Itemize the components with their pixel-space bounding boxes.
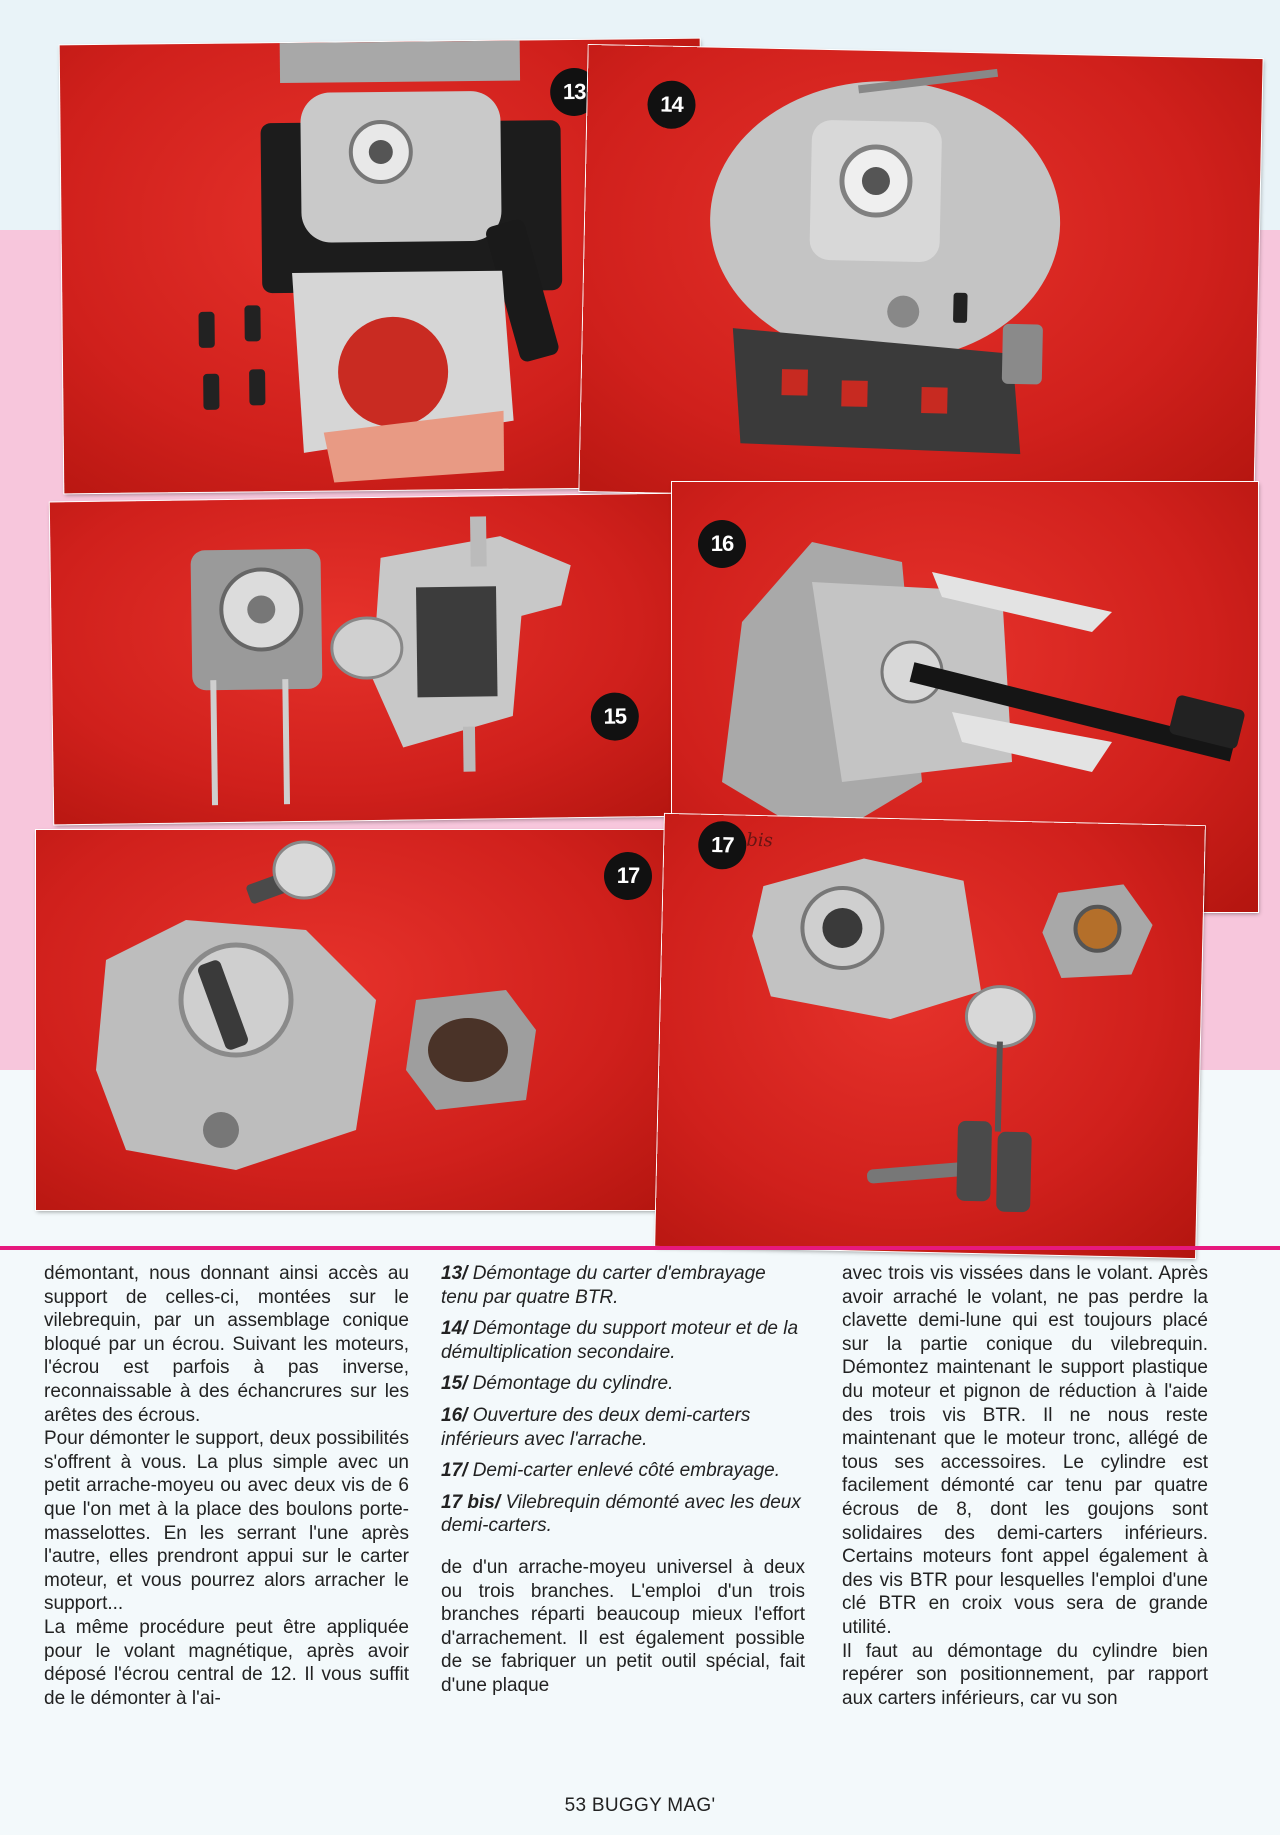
text-column-2 — [441, 1262, 805, 1698]
caption-number: 15/ — [441, 1373, 468, 1395]
photo-14 — [579, 45, 1262, 505]
photo-caption-17 — [441, 1459, 805, 1483]
photo-caption-14 — [441, 1317, 805, 1364]
photo-caption-17-bis — [441, 1491, 805, 1538]
photo-caption-13 — [441, 1262, 805, 1309]
photo-17 — [36, 830, 676, 1210]
crankshaft-illustration — [655, 814, 1205, 1258]
photo-caption-16 — [441, 1404, 805, 1451]
section-divider-rule — [0, 1246, 1280, 1250]
photo-bis-scrawl: bis — [746, 829, 774, 852]
caption-number: 14/ — [441, 1318, 468, 1340]
photo-number-badge: 13 — [550, 68, 599, 117]
caption-number: 17 bis/ — [441, 1491, 501, 1513]
text-column-3 — [842, 1262, 1208, 1710]
paragraph: avec trois vis vissées dans le volant. Après avoir arraché le volant, ne pas perdre la clavette demi-lune qui est toujours placé sur la partie conique du vilebrequin. Démontez maintenant le support plastique du moteur et pignon de réduction à l'aide des trois vis BTR. Il ne nous reste maintenant que le moteur tronc, allégé de tous ses accessoires. Le cylindre est facilement démonté car tenu par quatre écrous de 8, dont les goujons sont solidaires des demi-carters inférieurs. Certains moteurs font appel également à des vis BTR pour lesquelles l'emploi d'une clé BTR en croix vous sera de grande utilité. — [842, 1263, 1208, 1638]
paragraph: La même procédure peut être appliquée pour le volant magnétique, après avoir déposé l'écrou central de 12. Il vous suffit de le démonter à l'ai- — [44, 1616, 409, 1709]
crankcase-half-illustration — [36, 830, 676, 1210]
caption-number: 13/ — [441, 1263, 468, 1284]
photo-number-badge: 17 — [698, 821, 747, 870]
caption-text: Démontage du support moteur et de la démultiplication secondaire. — [441, 1318, 799, 1363]
caption-text: Ouverture des deux demi-carters inférieurs avec l'arrache. — [441, 1404, 751, 1450]
paragraph: Pour démonter le support, deux possibilités s'offrent à vous. La plus simple avec un petit arrache-moyeu ou avec deux vis de 6 que l'on met à la place des boulons porte-masselottes. En les serrant l'une après l'autre, elles prendront appui sur le carter moteur, et vous pourrez alors arracher le support... — [44, 1428, 409, 1615]
paragraph: Il faut au démontage du cylindre bien repérer son positionnement, par rapport aux carters inférieurs, car vu son — [842, 1640, 1208, 1709]
photo-number-badge: 15 — [590, 692, 639, 741]
photo-17-bis — [655, 814, 1205, 1258]
cylinder-illustration — [50, 494, 690, 825]
photo-number-badge: 14 — [647, 80, 696, 129]
caption-text: Démontage du cylindre. — [472, 1373, 674, 1395]
text-column-1 — [44, 1262, 409, 1710]
photo-number-badge: 17 — [604, 852, 652, 900]
photo-caption-15 — [441, 1372, 805, 1396]
photo-15 — [50, 494, 690, 825]
paragraph: de d'un arrache-moyeu universel à deux ou trois branches. L'emploi d'un trois branches réparti beaucoup mieux l'effort d'arrachement. Il est également possible de se fabriquer un petit outil spécial, fait d'une plaque — [441, 1556, 805, 1696]
caption-text: Démontage du carter d'embrayage tenu par quatre BTR. — [441, 1263, 766, 1308]
caption-number: 16/ — [441, 1404, 468, 1426]
paragraph: démontant, nous donnant ainsi accès au support de celles-ci, montées sur le vilebrequin, par un assemblage conique bloqué par un écrou. Suivant les moteurs, l'écrou est parfois à pas inverse, reconnaissable à des échancrures sur les arêtes des écrous. — [44, 1263, 409, 1426]
page-footer: 53 BUGGY MAG' — [564, 1795, 716, 1816]
caption-text: Demi-carter enlevé côté embrayage. — [472, 1460, 781, 1482]
photo-number-badge: 16 — [698, 520, 746, 568]
caption-text: Vilebrequin démonté avec les deux demi-carters. — [441, 1491, 801, 1537]
caption-number: 17/ — [441, 1460, 468, 1482]
